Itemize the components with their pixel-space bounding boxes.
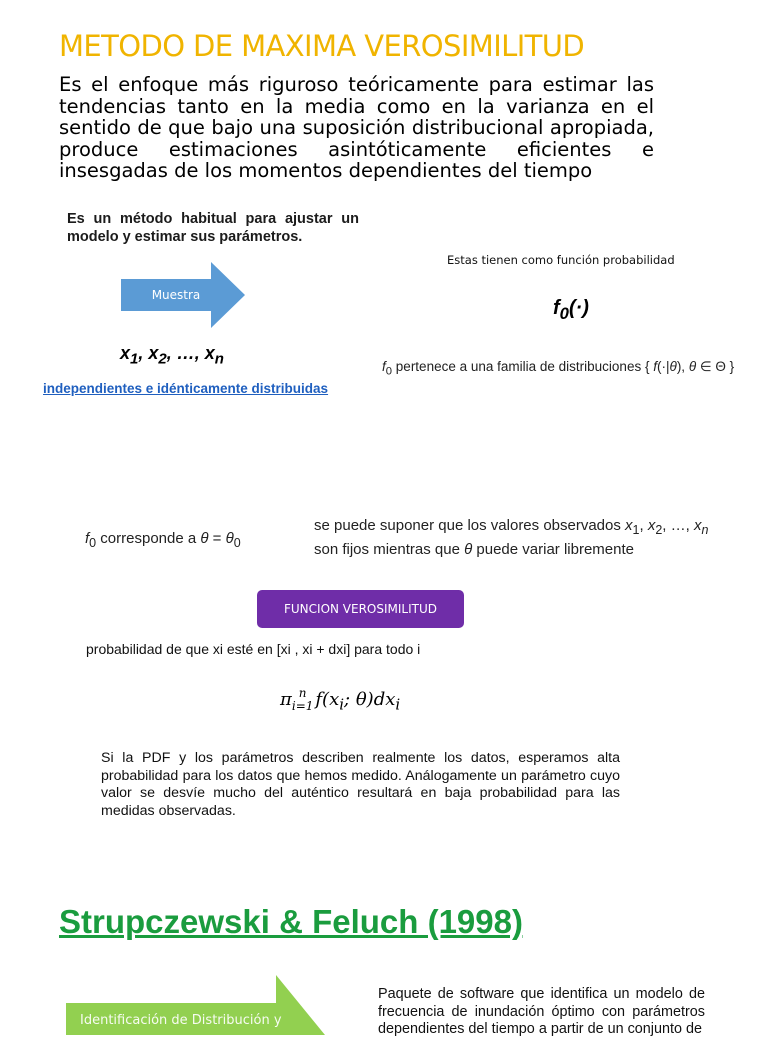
fixed-values-statement: se puede suponer que los valores observados $x_1$, $x_2$, …, $x_n$ son fijos mientras que θ puede variar libremente bbox=[314, 517, 709, 558]
f0-family-statement: $f_0$ pertenece a una familia de distribuciones { f(·|θ), θ ∈ Θ } bbox=[382, 359, 735, 378]
fixed-values-text-a: se puede suponer que los valores observados bbox=[314, 517, 621, 534]
f0-corresponds-text: corresponde a bbox=[100, 530, 197, 547]
probability-statement: probabilidad de que xi esté en [xi , xi + dxi] para todo i bbox=[86, 641, 421, 657]
software-package-text: Paquete de software que identifica un modelo de frecuencia de inundación óptimo con parámetros dependientes del tiempo a partir de un conjunto de bbox=[378, 986, 705, 1037]
iid-link[interactable]: independientes e idénticamente distribuidas bbox=[43, 381, 329, 396]
fixed-values-text-b: son fijos mientras que bbox=[314, 541, 460, 558]
muestra-arrow bbox=[121, 262, 246, 333]
f0-function: $f_0(\cdot)$ bbox=[553, 297, 589, 323]
muestra-label: Muestra bbox=[151, 288, 201, 302]
identification-arrow-label: Identificación de Distribución y bbox=[80, 1013, 282, 1028]
funcion-verosimilitud-button[interactable]: FUNCION VEROSIMILITUD bbox=[257, 590, 464, 628]
fixed-values-text-c: puede variar libremente bbox=[476, 541, 634, 558]
likelihood-formula: π n i=1 $f(x_i$; $\theta)dx_i$ bbox=[280, 686, 401, 714]
page-title: METODO DE MAXIMA VEROSIMILITUD bbox=[59, 29, 585, 63]
f0-family-text: pertenece a una familia de distribuciones bbox=[395, 359, 642, 374]
probability-function-caption: Estas tienen como función probabilidad bbox=[447, 253, 675, 267]
sample-variables: $x_1$, $x_2$, …, $x_n$ bbox=[120, 343, 224, 368]
habitual-method-text: Es un método habitual para ajustar un modelo y estimar sus parámetros. bbox=[67, 211, 359, 245]
strupczewski-heading: Strupczewski & Feluch (1998) bbox=[59, 903, 523, 940]
f0-corresponds-statement: $f_0$ corresponde a $\theta = \theta_0$ bbox=[85, 530, 241, 550]
pdf-paragraph: Si la PDF y los parámetros describen realmente los datos, esperamos alta probabilidad para los datos que hemos medido. Análogamente un parámetro cuyo valor se desvíe mucho del auténtico resultará en baja probabilidad para las medidas observadas. bbox=[101, 750, 620, 819]
intro-paragraph: Es el enfoque más riguroso teóricamente para estimar las tendencias tanto en la media como en la varianza en el sentido de que bajo una suposición distribucional apropiada, produce estimaciones asintóticamente eficientes e insesgadas de los momentos dependientes del tiempo bbox=[59, 73, 654, 182]
identification-arrow bbox=[66, 975, 326, 1040]
